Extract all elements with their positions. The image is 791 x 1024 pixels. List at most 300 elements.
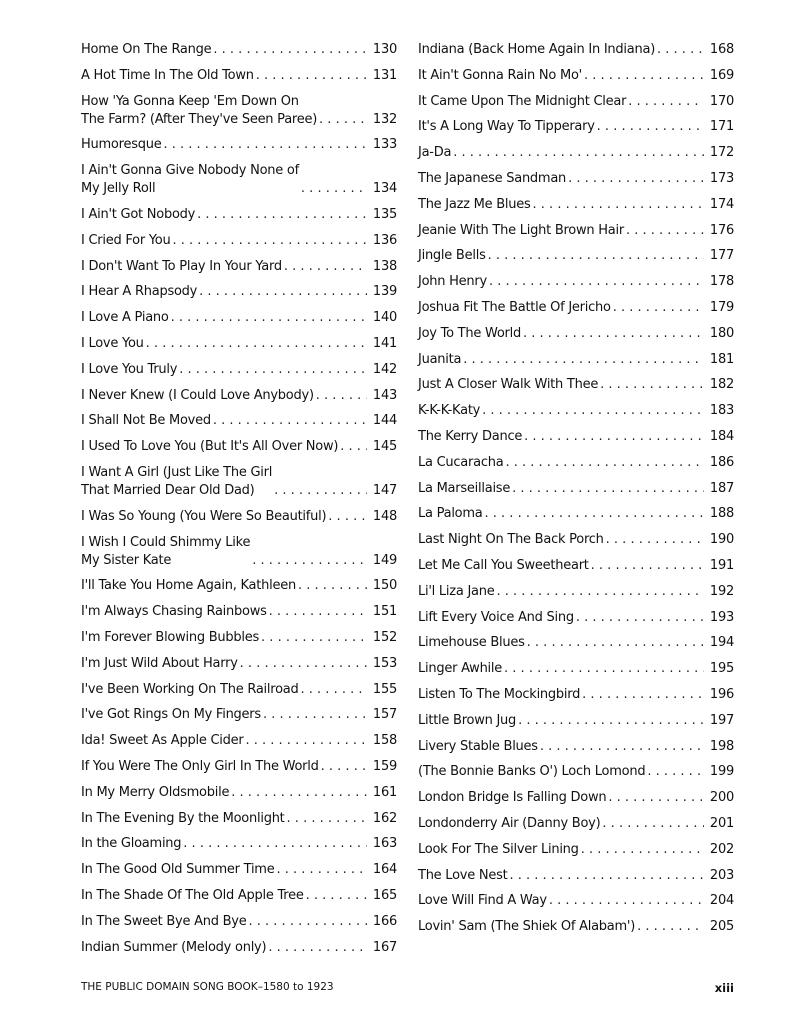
toc-entry [418,660,734,678]
toc-dot-leader [549,892,704,910]
toc-entry-title-line: I Love A Piano [81,310,169,326]
toc-entry [418,712,734,730]
toc-right-column [418,41,734,944]
toc-dot-leader [628,93,704,111]
toc-dot-leader [340,438,367,456]
toc-dot-leader [524,428,704,446]
toc-dot-leader [261,629,367,647]
toc-entry-title [81,784,229,802]
toc-entry-title [81,283,197,301]
toc-dot-leader [298,577,367,595]
toc-entry-page-number: 169 [709,67,734,83]
toc-entry-title [81,464,272,500]
toc-entry-page-number: 171 [709,119,734,135]
toc-dot-leader [463,351,704,369]
toc-entry [81,706,397,724]
toc-entry-page-number: 155 [372,681,397,697]
toc-entry-title [418,557,589,575]
toc-entry-title-line: I Don't Want To Play In Your Yard [81,258,282,274]
toc-dot-leader [602,815,704,833]
toc-entry-title [418,454,503,472]
toc-entry [81,93,397,129]
toc-entry [418,222,734,240]
toc-dot-leader [171,309,367,327]
toc-entry-page-number: 202 [709,841,734,857]
toc-entry-title [418,273,487,291]
toc-entry-page-number: 199 [709,764,734,780]
toc-entry-title [418,918,635,936]
toc-entry [418,763,734,781]
toc-entry-title-line: Home On The Range [81,42,212,57]
toc-entry-title [418,299,611,317]
toc-dot-leader [287,810,367,828]
toc-dot-leader [301,180,367,198]
toc-entry [418,325,734,343]
toc-entry [418,531,734,549]
toc-entry-title [418,815,600,833]
toc-dot-leader [183,835,367,853]
toc-entry [81,206,397,224]
toc-entry-title-line: Livery Stable Blues [418,738,538,754]
toc-entry [81,603,397,621]
toc-dot-leader [245,732,366,750]
toc-entry-title [81,861,274,879]
toc-entry [81,732,397,750]
toc-entry-title [81,387,314,405]
toc-entry-title [418,531,604,549]
toc-entry-title [418,686,580,704]
toc-entry-title [418,609,574,627]
toc-dot-leader [504,660,704,678]
toc-entry-title-line: The Farm? (After They've Seen Paree) [81,111,318,127]
toc-dot-leader [316,387,367,405]
toc-entry-title-line: In The Sweet Bye And Bye [81,913,247,929]
toc-entry-title-line: I'm Always Chasing Rainbows [81,604,267,620]
toc-entry [81,258,397,276]
page-footer [81,981,734,995]
toc-entry-title-line: The Jazz Me Blues [418,196,531,212]
toc-entry-title [418,170,566,188]
toc-dot-leader [489,273,704,291]
toc-dot-leader [505,454,703,472]
toc-entry-title [418,892,547,910]
toc-entry-page-number: 135 [372,206,397,222]
toc-entry [81,387,397,405]
toc-entry-title-line: In the Gloaming [81,836,182,852]
toc-entry-title-line: John Henry [418,274,487,290]
toc-dot-leader [568,170,704,188]
toc-entry-page-number: 184 [709,428,734,444]
toc-entry [81,913,397,931]
toc-entry-title-line: Last Night On The Back Porch [418,532,604,548]
toc-entry [418,402,734,420]
toc-dot-leader [540,738,704,756]
toc-dot-leader [319,111,367,129]
toc-entry-title-line: I Used To Love You (But It's All Over Now) [81,439,339,455]
toc-entry-page-number: 181 [709,351,734,367]
toc-entry-title [81,629,259,647]
toc-entry-title-line: The Love Nest [418,867,508,883]
toc-left-column [81,41,397,964]
toc-entry [81,887,397,905]
toc-entry-title-line: Just A Closer Walk With Thee [418,377,599,393]
toc-entry-page-number: 164 [372,862,397,878]
toc-entry [81,534,397,570]
toc-entry [418,892,734,910]
toc-dot-leader [512,480,704,498]
toc-entry [81,438,397,456]
toc-entry [81,335,397,353]
toc-entry [81,136,397,154]
toc-entry-page-number: 168 [709,42,734,57]
toc-dot-leader [497,583,704,601]
toc-entry-page-number: 178 [709,274,734,290]
toc-entry [418,41,734,59]
toc-dot-leader [163,136,366,154]
toc-entry-page-number: 148 [372,508,397,524]
toc-entry-title-line: Jingle Bells [418,248,486,264]
toc-entry [418,428,734,446]
toc-entry [81,835,397,853]
toc-entry-title-line: Listen To The Mockingbird [418,686,581,702]
toc-dot-leader [213,41,367,59]
toc-entry-title-line: La Cucaracha [418,454,504,470]
toc-entry-title [81,534,250,570]
toc-entry-page-number: 179 [709,299,734,315]
toc-entry-title [418,41,655,59]
toc-entry-page-number: 153 [372,655,397,671]
toc-entry-title [418,93,626,111]
toc-entry-page-number: 151 [372,604,397,620]
toc-entry-page-number: 166 [372,913,397,929]
toc-dot-leader [268,939,367,957]
toc-dot-leader [527,634,704,652]
toc-entry-title-line: It Came Upon The Midnight Clear [418,93,627,109]
toc-dot-leader [453,144,704,162]
toc-entry-title-line: Londonderry Air (Danny Boy) [418,815,601,831]
toc-entry-page-number: 159 [372,758,397,774]
toc-entry-title [81,67,254,85]
toc-entry [418,609,734,627]
toc-entry [81,162,397,198]
toc-entry-page-number: 193 [709,609,734,625]
toc-dot-leader [600,376,704,394]
toc-entry-title [81,939,266,957]
toc-entry-title [418,789,606,807]
toc-entry-title [418,196,531,214]
toc-entry-title [81,706,261,724]
toc-entry-page-number: 157 [372,707,397,723]
toc-entry-page-number: 130 [372,42,397,57]
toc-entry-title-line: La Paloma [418,506,483,522]
toc-entry-page-number: 173 [709,170,734,186]
toc-entry [81,758,397,776]
toc-entry-title [418,841,579,859]
toc-entry-page-number: 203 [709,867,734,883]
toc-entry-page-number: 204 [709,893,734,909]
toc-entry-title-line: My Jelly Roll [81,181,156,197]
toc-entry-page-number: 142 [372,361,397,377]
toc-entry-title-line: Indian Summer (Melody only) [81,939,267,955]
toc-entry-title-line: It Ain't Gonna Rain No Mo' [418,67,582,83]
toc-entry [418,351,734,369]
toc-dot-leader [276,861,366,879]
toc-entry-title-line: Juanita [418,351,462,367]
toc-entry-title-line: (The Bonnie Banks O') Loch Lomond [418,764,646,780]
toc-entry [81,232,397,250]
toc-entry-page-number: 205 [709,919,734,935]
toc-dot-leader [518,712,704,730]
toc-entry-title [418,738,538,756]
toc-entry-page-number: 134 [372,181,397,197]
toc-entry-page-number: 145 [372,439,397,455]
toc-entry [418,118,734,136]
toc-dot-leader [321,758,367,776]
toc-entry-page-number: 138 [372,258,397,274]
toc-entry-title [81,309,169,327]
toc-entry-title-line: I'm Just Wild About Harry [81,655,238,671]
toc-entry-page-number: 133 [372,137,397,153]
toc-entry-page-number: 183 [709,403,734,419]
toc-entry-title [81,206,195,224]
toc-entry-title-line: Lift Every Voice And Sing [418,609,574,625]
toc-dot-leader [263,706,367,724]
toc-dot-leader [488,247,704,265]
toc-entry [81,861,397,879]
toc-entry-title-line: Look For The Silver Lining [418,841,579,857]
toc-entry-title [418,351,461,369]
toc-entry-title-line: The Kerry Dance [418,428,523,444]
toc-entry-title [81,136,161,154]
toc-entry-title-line: I've Got Rings On My Fingers [81,707,261,723]
toc-dot-leader [179,361,367,379]
toc-entry-title-line: It's A Long Way To Tipperary [418,119,595,135]
toc-entry-page-number: 132 [372,111,397,127]
toc-dot-leader [306,887,367,905]
toc-entry-title-line: Little Brown Jug [418,712,517,728]
toc-entry [418,867,734,885]
toc-entry-title [81,887,304,905]
toc-entry-title [418,583,495,601]
toc-entry-title [418,376,598,394]
toc-entry-title-line: I Hear A Rhapsody [81,284,198,300]
toc-entry-title [418,118,595,136]
toc-entry-title-line: I Shall Not Be Moved [81,413,211,429]
toc-dot-leader [284,258,367,276]
toc-dot-leader [240,655,367,673]
toc-entry-title-line: I Ain't Got Nobody [81,206,196,222]
toc-entry-page-number: 190 [709,532,734,548]
toc-entry-page-number: 141 [372,335,397,351]
toc-entry-title-line: My Sister Kate [81,552,172,568]
toc-entry-title [81,41,211,59]
toc-dot-leader [613,299,704,317]
toc-entry-page-number: 201 [709,815,734,831]
toc-entry [81,810,397,828]
toc-dot-leader [146,335,367,353]
toc-entry-title-line: Love Will Find A Way [418,893,547,909]
toc-dot-leader [172,232,366,250]
toc-entry-page-number: 139 [372,284,397,300]
toc-entry-title-line: I Wish I Could Shimmy Like [81,534,251,550]
toc-entry-page-number: 143 [372,387,397,403]
toc-entry-title [418,222,624,240]
toc-entry [81,41,397,59]
toc-entry-title [418,144,451,162]
toc-entry [418,738,734,756]
toc-entry [418,557,734,575]
toc-entry-title-line: The Japanese Sandman [418,170,567,186]
toc-entry [418,454,734,472]
toc-entry [418,170,734,188]
toc-entry-title [81,232,170,250]
toc-dot-leader [608,789,704,807]
toc-entry-title-line: I Want A Girl (Just Like The Girl [81,464,273,480]
toc-dot-leader [657,41,704,59]
toc-dot-leader [637,918,704,936]
footer-book-title: THE PUBLIC DOMAIN SONG BOOK–1580 to 1923 [81,981,334,993]
toc-entry [418,196,734,214]
toc-entry [81,577,397,595]
toc-entry-page-number: 176 [709,222,734,238]
toc-entry-title [418,402,480,420]
toc-dot-leader [485,505,704,523]
toc-entry-title-line: London Bridge Is Falling Down [418,790,607,806]
toc-entry-page-number: 149 [372,552,397,568]
toc-entry-title-line: How 'Ya Gonna Keep 'Em Down On [81,93,299,109]
toc-entry-title-line: Ja-Da [418,145,452,161]
toc-dot-leader [509,867,703,885]
toc-entry-title [418,480,510,498]
toc-entry [418,93,734,111]
toc-entry-page-number: 177 [709,248,734,264]
toc-entry-title [81,758,319,776]
toc-entry-title-line: That Married Dear Old Dad) [81,482,255,498]
toc-entry-page-number: 194 [709,635,734,651]
toc-entry-title [81,258,282,276]
toc-dot-leader [606,531,704,549]
toc-entry-title [81,732,243,750]
toc-entry-title [81,335,144,353]
toc-dot-leader [274,482,367,500]
toc-entry-page-number: 195 [709,661,734,677]
toc-entry-title [81,810,285,828]
toc-dot-leader [576,609,704,627]
toc-entry-page-number: 165 [372,887,397,903]
toc-entry-page-number: 147 [372,482,397,498]
toc-entry-title [418,247,486,265]
toc-entry-title [81,913,247,931]
toc-entry-page-number: 158 [372,733,397,749]
toc-entry-title-line: I Love You Truly [81,361,178,377]
toc-entry-title [81,577,296,595]
toc-entry [418,376,734,394]
toc-entry-title-line: If You Were The Only Girl In The World [81,758,319,774]
toc-entry [418,815,734,833]
toc-entry-title-line: I Never Knew (I Could Love Anybody) [81,387,314,403]
toc-entry-page-number: 152 [372,629,397,645]
toc-entry-title-line: I'll Take You Home Again, Kathleen [81,578,296,594]
toc-entry-title-line: In The Good Old Summer Time [81,862,275,878]
toc-dot-leader [231,784,367,802]
toc-entry-title-line: Lovin' Sam (The Shiek Of Alabam') [418,919,636,935]
toc-entry-title [81,412,211,430]
toc-entry [81,508,397,526]
toc-entry-title [81,603,267,621]
toc-dot-leader [581,841,704,859]
toc-entry-title-line: In The Shade Of The Old Apple Tree [81,887,304,903]
toc-dot-leader [647,763,704,781]
toc-dot-leader [582,686,704,704]
toc-entry-title-line: I Was So Young (You Were So Beautiful) [81,508,327,524]
toc-entry-title-line: La Marseillaise [418,480,511,496]
toc-entry [81,939,397,957]
toc-entry [81,283,397,301]
footer-page-number: xiii [714,981,734,995]
toc-entry-title-line: Li'l Liza Jane [418,583,495,599]
toc-entry [418,247,734,265]
toc-entry-page-number: 136 [372,232,397,248]
toc-entry-title-line: Jeanie With The Light Brown Hair [418,222,624,238]
toc-entry-title [81,93,317,129]
toc-entry-title [418,505,483,523]
toc-entry-page-number: 186 [709,454,734,470]
toc-dot-leader [597,118,704,136]
toc-entry-title-line: Ida! Sweet As Apple Cider [81,733,244,749]
toc-entry-title [418,67,582,85]
toc-entry [81,655,397,673]
toc-entry-page-number: 187 [709,480,734,496]
toc-entry [418,583,734,601]
toc-entry-title [81,655,238,673]
toc-entry-title-line: Humoresque [81,137,162,153]
toc-entry-page-number: 197 [709,712,734,728]
toc-entry-title [81,361,177,379]
toc-dot-leader [533,196,704,214]
toc-dot-leader [199,283,367,301]
toc-entry-title-line: Limehouse Blues [418,635,525,651]
toc-entry-title [418,660,502,678]
toc-entry [418,299,734,317]
toc-entry-title-line: In My Merry Oldsmobile [81,784,230,800]
toc-entry-title-line: I Ain't Gonna Give Nobody None of [81,163,299,179]
toc-entry-page-number: 174 [709,196,734,212]
toc-dot-leader [584,67,704,85]
toc-dot-leader [301,681,367,699]
toc-entry-title-line: Let Me Call You Sweetheart [418,557,589,573]
toc-entry [81,361,397,379]
toc-entry-page-number: 144 [372,413,397,429]
toc-entry-page-number: 167 [372,939,397,955]
toc-entry-title [81,162,299,198]
toc-entry-title [81,438,338,456]
toc-entry [81,67,397,85]
toc-entry-title [418,325,521,343]
toc-entry [418,634,734,652]
toc-entry-page-number: 161 [372,784,397,800]
toc-entry-title [418,428,522,446]
toc-entry [81,309,397,327]
toc-entry-page-number: 150 [372,578,397,594]
toc-dot-leader [249,913,367,931]
toc-entry-page-number: 188 [709,506,734,522]
toc-entry-title-line: Joy To The World [418,325,521,341]
toc-dot-leader [256,67,367,85]
toc-entry [81,629,397,647]
toc-entry-title-line: Indiana (Back Home Again In Indiana) [418,42,656,57]
toc-entry-title-line: I Love You [81,335,144,351]
toc-entry [81,464,397,500]
